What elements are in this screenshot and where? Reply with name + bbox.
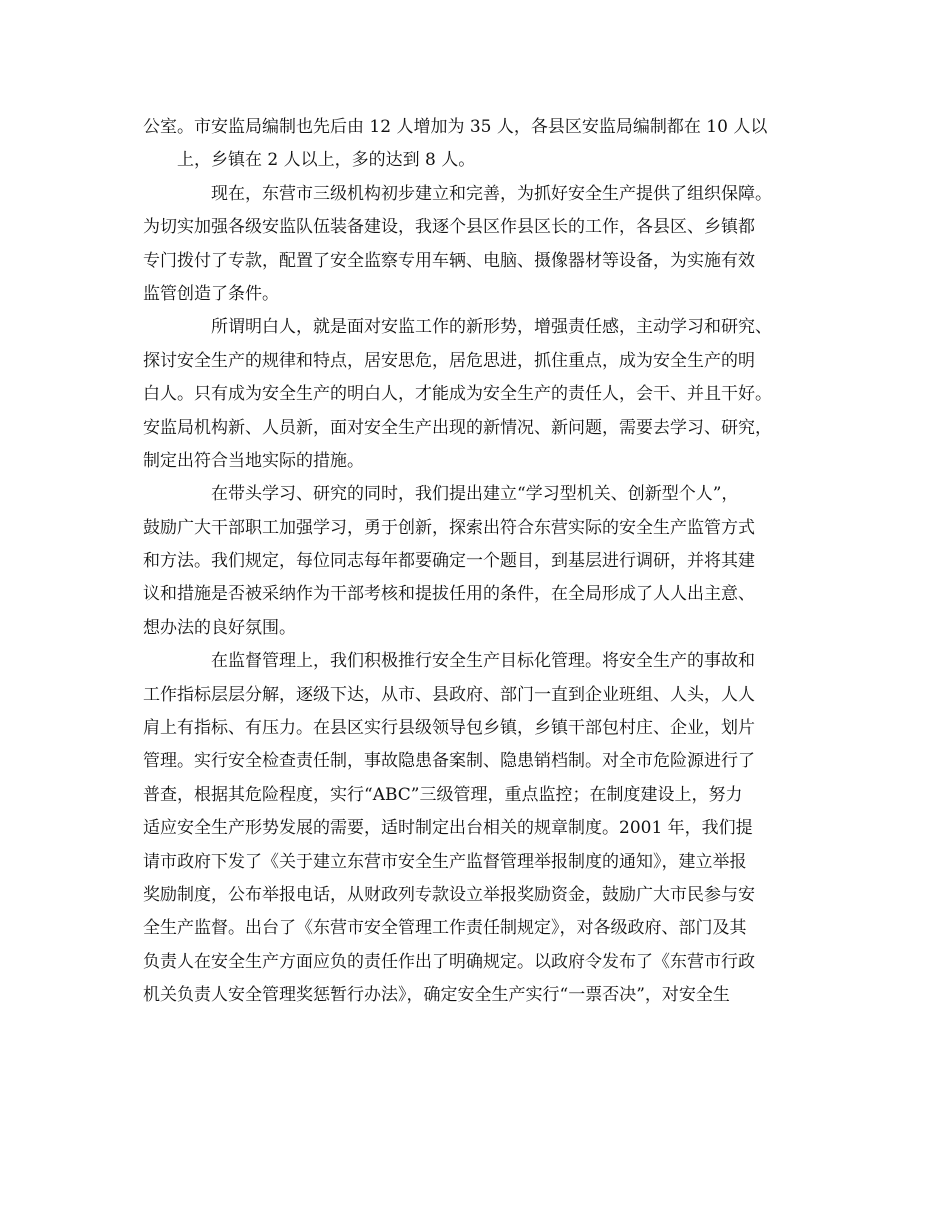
- paragraph-2: [143, 178, 819, 312]
- text-line: 奖励制度，公布举报电话，从财政列专款设立举报奖励资金，鼓励广大市民参与安: [143, 884, 755, 905]
- text-line: 和方法。我们规定，每位同志每年都要确定一个题目，到基层进行调研，并将其建: [143, 551, 755, 572]
- text-line: 肩上有指标、有压力。在县区实行县级领导包乡镇，乡镇干部包村庄、企业，划片: [143, 718, 755, 739]
- paragraph-4: [143, 478, 819, 645]
- text-line: 全生产监督。出台了《东营市安全管理工作责任制规定》，对各级政府、部门及其: [143, 918, 747, 939]
- text-line: 请市政府下发了《关于建立东营市安全生产监督管理举报制度的通知》，建立举报: [143, 851, 747, 872]
- paragraph-5: [143, 645, 819, 1012]
- text-line: 在监督管理上，我们积极推行安全生产目标化管理。将安全生产的事故和: [211, 651, 755, 672]
- text-line: 在带头学习、研究的同时，我们提出建立“学习型机关、创新型个人”，: [211, 484, 739, 505]
- text-line: 为切实加强各级安监队伍装备建设，我逐个县区作县区长的工作，各县区、乡镇都: [143, 217, 755, 238]
- text-line: 鼓励广大干部职工加强学习，勇于创新，探索出符合东营实际的安全生产监管方式: [143, 517, 755, 538]
- text-line: 想办法的良好氛围。: [143, 617, 296, 638]
- text-line: 普查，根据其危险程度，实行“ABC”三级管理，重点监控；在制度建设上，努力: [143, 784, 743, 805]
- text-line: 现在，东营市三级机构初步建立和完善，为抓好安全生产提供了组织保障。: [211, 183, 772, 204]
- text-line: 监管创造了条件。: [143, 283, 279, 304]
- text-line: 负责人在安全生产方面应负的责任作出了明确规定。以政府令发布了《东营市行政: [143, 951, 755, 972]
- text-line: 探讨安全生产的规律和特点，居安思危，居危思进，抓住重点，成为安全生产的明: [143, 350, 755, 371]
- paragraph-1: [143, 111, 819, 178]
- text-line: 议和措施是否被采纳作为干部考核和提拔任用的条件，在全局形成了人人出主意、: [143, 584, 755, 605]
- text-line: 制定出符合当地实际的措施。: [143, 450, 364, 471]
- text-line: 管理。实行安全检查责任制，事故隐患备案制、隐患销档制。对全市危险源进行了: [143, 751, 755, 772]
- text-line: 上，乡镇在 2 人以上，多的达到 8 人。: [177, 150, 476, 171]
- text-line: 所谓明白人，就是面对安监工作的新形势，增强责任感，主动学习和研究、: [211, 317, 772, 338]
- text-line: 安监局机构新、人员新，面对安全生产出现的新情况、新问题，需要去学习、研究，: [143, 417, 772, 438]
- text-line: 机关负责人安全管理奖惩暂行办法》，确定安全生产实行“一票否决”，对安全生: [143, 985, 730, 1006]
- text-line: 专门拨付了专款，配置了安全监察专用车辆、电脑、摄像器材等设备，为实施有效: [143, 250, 755, 271]
- text-line: 公室。市安监局编制也先后由 12 人增加为 35 人，各县区安监局编制都在 10 人以: [143, 117, 768, 137]
- text-line: 适应安全生产形势发展的需要，适时制定出台相关的规章制度。2001 年，我们提: [143, 818, 753, 839]
- document-body: [143, 111, 819, 1013]
- paragraph-3: [143, 311, 819, 478]
- text-line: 工作指标层层分解，逐级下达，从市、县政府、部门一直到企业班组、人头，人人: [143, 684, 755, 705]
- text-line: 白人。只有成为安全生产的明白人，才能成为安全生产的责任人，会干、并且干好。: [143, 384, 772, 405]
